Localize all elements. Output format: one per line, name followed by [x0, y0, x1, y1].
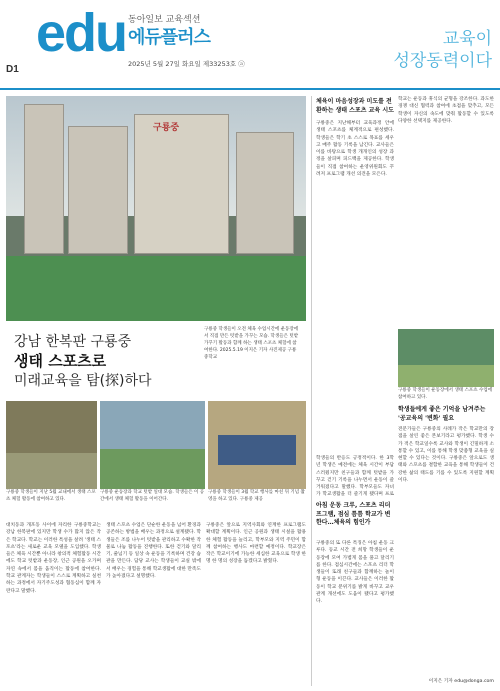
masthead-rule: [0, 88, 500, 90]
headline-line-2: 생태 스포츠로: [14, 352, 107, 370]
photo-schoolyard: [100, 401, 205, 489]
slogan-line-2: 성장동력이다: [393, 51, 492, 71]
page-number: D1: [6, 64, 19, 75]
subhead-2: 아침 운동 크루, 스포츠 리더 프그램, 점심 틈틈 학교가 변한다…체육의 힘인가: [316, 502, 391, 526]
slogan-line-1: 교육이: [442, 29, 492, 49]
subhead-1: 체육이 마음성장과 미도를 전환하는 생태 스포츠 교육 시도: [316, 98, 394, 114]
edu-logo: edu: [36, 3, 127, 63]
photo-students-1: [6, 401, 97, 489]
photo-caption-2: 구룡중 운동장과 학교 텃밭 일대 모습. 학생들은 이 공간에서 생태 체험 활동을 이어간다.: [100, 490, 205, 502]
hero-building: [236, 132, 294, 254]
hero-photo: [6, 96, 306, 321]
section-subtitle: 동아일보 교육섹션: [128, 15, 201, 25]
article-col-7: 학교는 운동과 휴식의 균형을 강조한다. 과도한 경쟁 대신 협력과 참여에 초점을 맞추고, 모든 학생이 자신의 속도에 맞춰 활동할 수 있도록 다양한 선택지를 제공한다.: [398, 97, 494, 124]
slogan: [393, 28, 492, 72]
right-photo-caption: 구룡중 학생들이 운동장에서 생태 스포츠 수업에 참여하고 있다.: [398, 388, 493, 400]
school-building: [134, 114, 229, 254]
article-col-4: 구룡중은 지난해부터 교육과정 안에 생태 스포츠를 체계적으로 편성했다. 학생들은 학기 초 스스로 목표를 세우고 매주 활동 기록을 남긴다. 교사들은 이를 바탕으로 학생 개개인의 성장 과정을 살피며 피드백을 제공한다. 학생들이 직접 참여하는 운영위원회도 꾸려져 프로그램 개선 의견을 모은다.: [316, 121, 394, 178]
article-col-8: 전문가들은 구룡중의 사례가 작은 학교만의 장점을 살린 좋은 본보기라고 평가했다. 학생 수가 적은 학교일수록 교사와 학생이 긴밀하게 소통할 수 있고, 이를 통해 학생 맞춤형 교육을 실현할 수 있다는 것이다. 구룡중은 앞으로도 생태와 스포츠를 결합한 교육을 통해 학생들이 건강한 삶의 태도를 기를 수 있도록 지원할 계획이다.: [398, 427, 494, 484]
article-col-3: 구룡중은 앞으로 지역사회와 연계한 프로그램도 확대할 계획이다. 인근 공원과 생태 시설을 활용한 체험 활동을 늘리고, 학부모와 지역 주민이 함께 참여하는 행사도 마련할 예정이다. 학교장은 작은 학교이기에 가능한 세심한 교육으로 학생 한 명 한 명의 성장을 돕겠다고 밝혔다.: [206, 523, 306, 565]
school-sign: 구룡중: [153, 123, 180, 133]
photo-group: [208, 401, 306, 489]
headline-line-3: 미래교육을 탐(探)하다: [14, 373, 152, 389]
photo-ground: [6, 453, 97, 489]
byline: 이지은 기자 edu@donga.com: [428, 679, 494, 684]
article-col-5: 학생들의 반응도 긍정적이다. 한 3학년 학생은 예전에는 체육 시간이 부담스러웠지만 친구들과 함께 텃밭을 가꾸고 걷기 기록을 나누면서 운동이 즐거워졌다고 말했다. 학부모들도 자녀가 학교생활을 더 즐기게 됐다며 프로: [316, 456, 394, 497]
article-col-2: 생태 스포츠 수업은 단순한 운동을 넘어 환경과 공존하는 방법을 배우는 과정으로 설계됐다. 학생들은 조를 나누어 텃밭을 관리하고 수확한 작물로 나눔 활동을 진행한다. 또한 걷기와 달리기, 줄넘기 등 일상 속 운동을 기록하며 건강 습관을 만든다. 담당 교사는 학생들이 교실 밖에서 배우는 경험을 통해 학교생활에 대한 만족도가 높아졌다고 설명했다.: [106, 523, 201, 580]
photo-crowd: [218, 435, 296, 465]
hero-ground: [6, 256, 306, 321]
headline-line-1: 강남 한복판 구룡중: [14, 334, 132, 350]
column-divider: [311, 96, 312, 686]
hero-building: [24, 104, 64, 254]
photo-students-field: [398, 329, 494, 387]
section-name: 에듀플러스: [128, 27, 210, 48]
article-col-6: 구룡중의 또 다른 특징은 아침 운동 크루다. 등교 시간 전 희망 학생들이 운동장에 모여 가볍게 몸을 풀고 달리기를 한다. 점심시간에는 스포츠 리더 학생들이 또래 친구들과 함께하는 놀이형 운동을 이끈다. 교사들은 이러한 활동이 학교 분위기를 밝게 바꾸고 교우 관계 개선에도 도움이 됐다고 평가했다.: [316, 541, 394, 605]
photo-caption-1: 구룡중 학생들이 지난 5월 교내에서 생태 스포츠 체험 활동에 참여하고 있다.: [6, 490, 96, 502]
subhead-3: 학생들에게 좋은 기억을 남겨주는 '공교육의 '변화' 필요: [398, 406, 486, 422]
masthead: [0, 0, 500, 92]
photo-caption-3: 구룡중 학생들이 3월 학교 행사를 마친 뒤 기념 촬영을 하고 있다. 구룡중 제공: [208, 490, 305, 502]
photo-field: [100, 449, 205, 489]
hero-caption: 구룡중 학생들이 오전 체육 수업시간에 운동장에서 직접 만든 텃밭을 가꾸는 모습. 학생들은 텃밭 가꾸기 활동과 함께 하는 생태 스포츠 체험에 참여한다. 2025.5.19 이지은 기자 사진제공 구룡중학교: [204, 327, 299, 360]
hero-building: [68, 126, 128, 254]
issue-date: 2025년 5월 27일 화요일 제33253호 ⓐ: [128, 60, 245, 68]
article-col-1: 대치동과 개포동 사이에 자리한 구룡중학교는 강남 한복판에 있지만 학생 수가 많지 않은 작은 학교다. 학교는 이러한 특성을 살려 '생태 스포츠'라는 새로운 교육 모델을 도입했다. 학생들은 체육 시간뿐 아니라 창의적 체험활동 시간에도 학교 텃밭과 운동장, 인근 공원을 오가며 자연 속에서 몸을 움직이는 활동에 참여한다. 학교 관계자는 학생들이 스스로 계획하고 실천하는 과정에서 자기주도성과 협동심이 함께 자란다고 말했다.: [6, 523, 101, 594]
photo-grass: [398, 365, 494, 387]
